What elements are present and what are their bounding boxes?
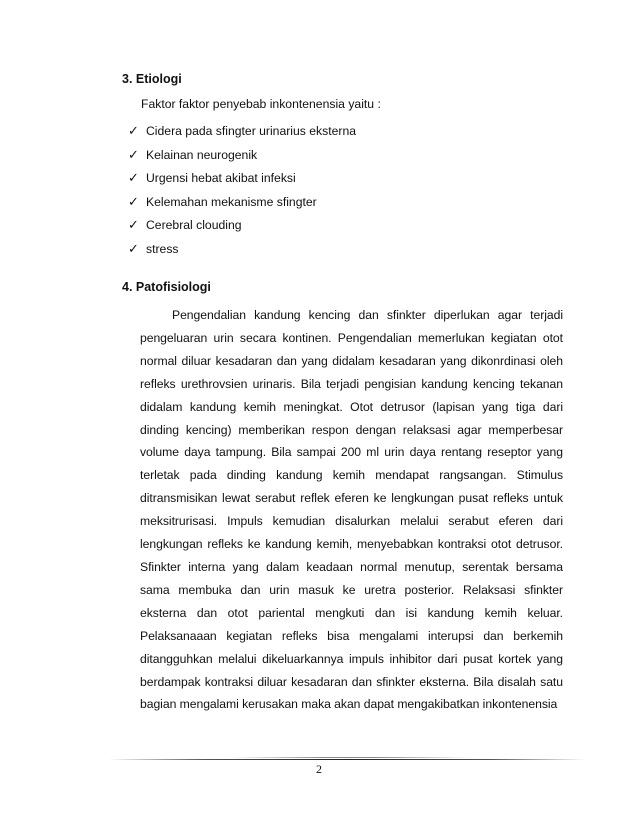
etiologi-intro: Faktor faktor penyebab inkontenensia yaitu : [141, 97, 381, 111]
list-item [128, 123, 356, 147]
checkmark-icon: ✓ [128, 170, 139, 185]
list-item-text: Urgensi hebat akibat infeksi [146, 171, 296, 185]
etiologi-list [128, 123, 356, 264]
list-item-text: Cidera pada sfingter urinarius eksterna [146, 124, 357, 138]
checkmark-icon: ✓ [128, 240, 139, 256]
page-number: 2 [316, 762, 322, 776]
list-item [128, 147, 356, 171]
footer-divider-accent [230, 757, 470, 758]
list-item [128, 241, 356, 265]
list-item-text: Kelemahan mekanisme sfingter [146, 194, 317, 209]
checkmark-icon: ✓ [128, 146, 139, 162]
list-item-text: Cerebral clouding [146, 218, 242, 232]
section-heading-patofisiologi: 4. Patofisiologi [122, 280, 211, 294]
checkmark-icon: ✓ [128, 193, 139, 209]
patofisiologi-paragraph: Pengendalian kandung kencing dan sfinkter diperlukan agar terjadi pengeluaran urin secara kontinen. Pengendalian memerlukan kegiatan otot normal diluar kesadaran dan yang didalam kesadaran yang dikonrdinasi oleh refleks urethrovsien urinaris. Bila terjadi pengisian kandung kencing tekanan didalam kandung kemih meningkat. Otot detrusor (lapisan yang tiga dari dinding kencing) memberikan respon dengan relaksasi agar memperbesar volume daya tampung. Bila sampai 200 ml urin daya rentang reseptor yang terletak pada dinding kandung kemih mendapat rangsangan. Stimulus ditransmisikan lewat serabut reflek eferen ke lengkungan pusat refleks untuk meksitrurisasi. Impuls kemudian disalurkan melalui serabut eferen dari lengkungan refleks ke kandung kemih, menyebabkan kontraksi otot detrusor. Sfinkter interna yang dalam keadaan normal menutup, serentak bersama sama membuka dan urin masuk ke uretra posterior. Relaksasi sfinkter eksterna dan otot pariental mengkuti dan isi kandung kemih keluar. Pelaksanaaan kegiatan refleks bisa mengalami interupsi dan berkemih ditangguhkan melalui dikeluarkannya impuls inhibitor dari pusat kortek yang berdampak kontraksi diluar kesadaran dan sfinkter eksterna. Bila disalah satu bagian mengalami kerusakan maka akan dapat mengakibatkan inkontenensia [140, 308, 563, 712]
section-heading-etiologi: 3. Etiologi [122, 72, 182, 86]
checkmark-icon: ✓ [128, 123, 139, 138]
list-item-text: Kelainan neurogenik [146, 147, 258, 162]
list-item-text: stress [146, 241, 179, 256]
checkmark-icon: ✓ [128, 217, 139, 232]
footer-divider [108, 759, 586, 760]
list-item [128, 217, 356, 241]
list-item [128, 194, 356, 218]
list-item [128, 170, 356, 194]
